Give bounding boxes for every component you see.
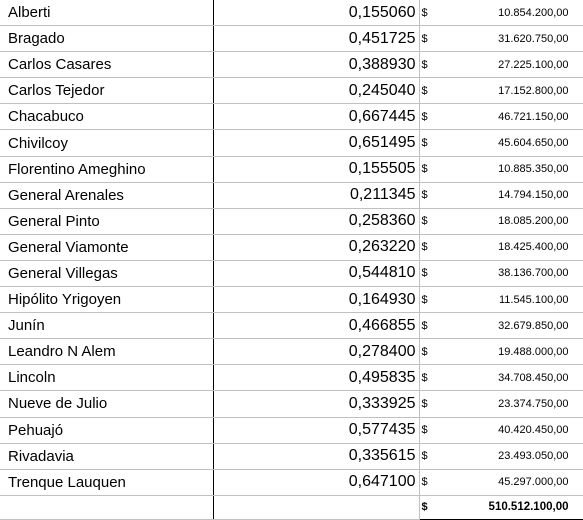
amount-cell[interactable]: 10.854.200,00 [432,0,583,26]
amount-cell[interactable]: 18.085.200,00 [432,208,583,234]
currency-symbol-cell[interactable]: $ [419,365,432,391]
coefficient-cell[interactable]: 0,333925 [213,391,419,417]
coefficient-cell[interactable]: 0,667445 [213,104,419,130]
table-row [0,417,583,443]
table-row [0,0,583,26]
total-empty-label-cell[interactable] [0,495,213,519]
currency-symbol-cell[interactable]: $ [419,339,432,365]
amount-cell[interactable]: 38.136.700,00 [432,260,583,286]
partido-name-cell[interactable]: Chacabuco [0,104,213,130]
table-row [0,365,583,391]
amount-cell[interactable]: 34.708.450,00 [432,365,583,391]
amount-cell[interactable]: 40.420.450,00 [432,417,583,443]
partido-name-cell[interactable]: Florentino Ameghino [0,156,213,182]
table-row [0,78,583,104]
currency-symbol-cell[interactable]: $ [419,104,432,130]
amount-cell[interactable]: 17.152.800,00 [432,78,583,104]
currency-symbol-cell[interactable]: $ [419,260,432,286]
amount-cell[interactable]: 10.885.350,00 [432,156,583,182]
amount-cell[interactable]: 23.374.750,00 [432,391,583,417]
currency-symbol-cell[interactable]: $ [419,78,432,104]
coefficient-cell[interactable]: 0,335615 [213,443,419,469]
coefficient-cell[interactable]: 0,651495 [213,130,419,156]
total-amount-cell[interactable]: 510.512.100,00 [432,495,583,519]
coefficient-cell[interactable]: 0,211345 [213,182,419,208]
table-row [0,208,583,234]
table-row [0,26,583,52]
partido-name-cell[interactable]: Hipólito Yrigoyen [0,287,213,313]
partido-name-cell[interactable]: Junín [0,313,213,339]
coefficient-cell[interactable]: 0,155060 [213,0,419,26]
coefficient-cell[interactable]: 0,263220 [213,234,419,260]
currency-symbol-cell[interactable]: $ [419,417,432,443]
currency-symbol-cell[interactable]: $ [419,234,432,260]
table-row [0,234,583,260]
currency-symbol-cell[interactable]: $ [419,156,432,182]
table-row [0,443,583,469]
table-row [0,130,583,156]
coefficient-cell[interactable]: 0,466855 [213,313,419,339]
amount-cell[interactable]: 27.225.100,00 [432,52,583,78]
partido-name-cell[interactable]: Pehuajó [0,417,213,443]
partido-name-cell[interactable]: Nueve de Julio [0,391,213,417]
table-row [0,469,583,495]
amount-cell[interactable]: 46.721.150,00 [432,104,583,130]
coefficient-cell[interactable]: 0,577435 [213,417,419,443]
amount-cell[interactable]: 19.488.000,00 [432,339,583,365]
coefficient-cell[interactable]: 0,258360 [213,208,419,234]
amount-cell[interactable]: 14.794.150,00 [432,182,583,208]
currency-symbol-cell[interactable]: $ [419,130,432,156]
partido-name-cell[interactable]: Rivadavia [0,443,213,469]
table-row [0,287,583,313]
amount-cell[interactable]: 45.604.650,00 [432,130,583,156]
currency-symbol-cell[interactable]: $ [419,469,432,495]
currency-symbol-cell[interactable]: $ [419,182,432,208]
partido-name-cell[interactable]: Carlos Casares [0,52,213,78]
total-empty-coefficient-cell[interactable] [213,495,419,519]
currency-symbol-cell[interactable]: $ [419,26,432,52]
partido-name-cell[interactable]: General Viamonte [0,234,213,260]
coefficient-cell[interactable]: 0,544810 [213,260,419,286]
partido-name-cell[interactable]: Chivilcoy [0,130,213,156]
partido-name-cell[interactable]: Leandro N Alem [0,339,213,365]
coefficient-cell[interactable]: 0,245040 [213,78,419,104]
partido-name-cell[interactable]: Alberti [0,0,213,26]
table-row [0,260,583,286]
amount-cell[interactable]: 18.425.400,00 [432,234,583,260]
currency-symbol-cell[interactable]: $ [419,313,432,339]
currency-symbol-cell[interactable]: $ [419,208,432,234]
total-row [0,495,583,519]
table-row [0,391,583,417]
table-row [0,313,583,339]
coefficient-cell[interactable]: 0,495835 [213,365,419,391]
coefficient-cell[interactable]: 0,164930 [213,287,419,313]
partido-name-cell[interactable]: Bragado [0,26,213,52]
coefficient-cell[interactable]: 0,278400 [213,339,419,365]
partido-name-cell[interactable]: Carlos Tejedor [0,78,213,104]
amount-cell[interactable]: 23.493.050,00 [432,443,583,469]
currency-symbol-cell[interactable]: $ [419,52,432,78]
coefficient-cell[interactable]: 0,451725 [213,26,419,52]
currency-symbol-cell[interactable]: $ [419,287,432,313]
partido-name-cell[interactable]: General Pinto [0,208,213,234]
amount-cell[interactable]: 11.545.100,00 [432,287,583,313]
partido-name-cell[interactable]: Trenque Lauquen [0,469,213,495]
partido-name-cell[interactable]: Lincoln [0,365,213,391]
amount-cell[interactable]: 32.679.850,00 [432,313,583,339]
table-row [0,104,583,130]
amount-cell[interactable]: 31.620.750,00 [432,26,583,52]
partido-name-cell[interactable]: General Villegas [0,260,213,286]
table-row [0,156,583,182]
table-row [0,52,583,78]
coefficient-cell[interactable]: 0,388930 [213,52,419,78]
amount-cell[interactable]: 45.297.000,00 [432,469,583,495]
coefficient-cell[interactable]: 0,647100 [213,469,419,495]
table-row [0,182,583,208]
table-row [0,339,583,365]
coefficient-cell[interactable]: 0,155505 [213,156,419,182]
partido-name-cell[interactable]: General Arenales [0,182,213,208]
currency-symbol-cell[interactable]: $ [419,391,432,417]
total-currency-symbol-cell[interactable]: $ [419,495,432,519]
currency-symbol-cell[interactable]: $ [419,0,432,26]
currency-symbol-cell[interactable]: $ [419,443,432,469]
